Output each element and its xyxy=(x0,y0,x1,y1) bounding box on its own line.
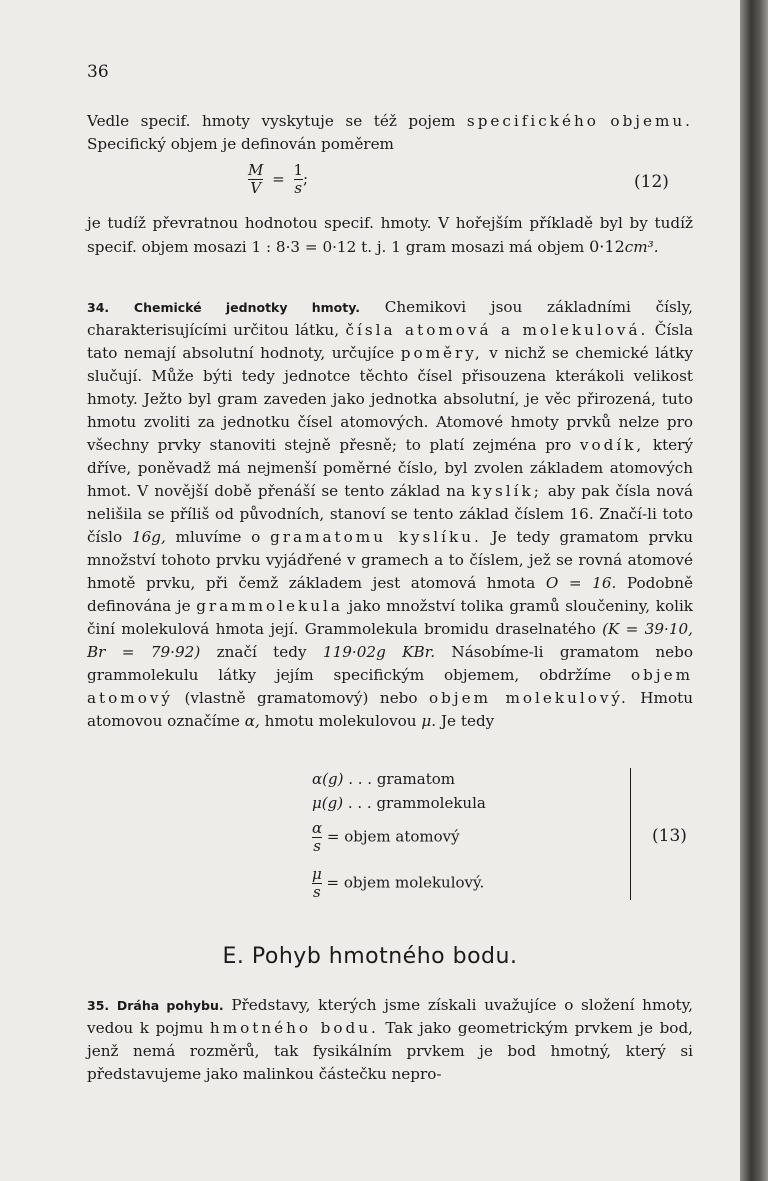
eq13-row-gramatom: α(g) . . . gramatom xyxy=(312,770,455,788)
book-spine-edge xyxy=(740,0,768,1181)
unit: cm³. xyxy=(624,238,659,256)
spaced-term: objem molekulový. xyxy=(429,689,629,707)
equation-number-12: (12) xyxy=(634,172,669,192)
section-title: E. Pohyb hmotného bodu. xyxy=(222,944,518,969)
section-34: 34. Chemické jednotky hmoty. Chemikovi jsou základními čísly, charakterisujícími určitou látku, čísla atomová a molekulová. Čísla tato nemají absolutní hodnoty, určujíce poměry, v nichž se chemické látky slučují. Může býti tedy jednotce těchto čísel přisouzena kterákoli velikost hmoty. Ježto byl gram zaveden jako jednotka absolutní, je věc přirozená, tuto hmotu zvoliti za jednotku čísel atomových. Atomové hmoty prvků nelze pro všechny prvky stanoviti stejně přesně; to platí zejména pro vodík, který dříve, poněvadž má nejmenší poměrné číslo, byl zvolen základem atomových hmot. V novější době přenáší se tento základ na kyslík; aby pak čísla nová nelišila se příliš od původních, stanoví se tento základ číslem 16. Značí-li toto číslo 16g, mluvíme o gramatomu kyslíku. Je tedy gramatom prvku množství tohoto prvku vyjádřené v gramech a to číslem, jež se rovná atomové hmotě prvku, při čemž základem jest atomová hmota O = 16. Podobně definována je grammolekula jako množství tolika gramů sloučeniny, kolik činí molekulová hmota její. Grammolekula bromidu draselnatého (K = 39·10, Br = 79·92) značí tedy 119·02g KBr. Násobíme-li gramatom nebo grammolekulu látky jejím specifickým objemem, obdržíme objem atomový (vlastně gramatomový) nebo objem molekulový. Hmotu atomovou označíme α, hmotu molekulovou μ. Je tedy xyxy=(87,298,694,730)
math-value: 119·02g KBr. xyxy=(322,643,436,661)
section-number: 34. xyxy=(87,300,110,315)
eq13-row-objem-atomovy: $\frac{\alpha}{s}$ = objem atomový xyxy=(312,819,460,855)
spaced-term: vodík, xyxy=(579,436,645,454)
intro-paragraph xyxy=(87,110,693,156)
fraction-m-over-v: $\frac{M}{V}$ xyxy=(248,161,264,197)
fraction-mu-over-s: $\frac{\mu}{s}$ xyxy=(312,865,322,901)
math-symbol: α, xyxy=(244,712,260,730)
math-value: O = 16. xyxy=(545,574,617,592)
fraction-1-over-s: $\frac{1}{s}$ xyxy=(293,161,304,197)
paragraph-text: je tudíž převratnou hodnotou specif. hmoty. V hořejším příkladě byl by tudíž specif. objem mosazi 1 : 8·3 = 0·12 t. j. 1 gram mosazi má objem xyxy=(87,214,693,256)
math-symbol: μ. xyxy=(421,712,437,730)
page-number: 36 xyxy=(87,62,109,82)
section-35: 35. Dráha pohybu. Představy, kterých jsme získali uvažujíce o složení hmoty, vedou k pojmu hmotného bodu. Tak jako geometrickým prvkem je bod, jenž nemá rozměrů, tak fysikálním prvkem je bod hmotný, který si představujeme jako malinkou částečku nepro- xyxy=(87,996,693,1083)
spaced-term: kyslík; xyxy=(471,482,542,500)
intro-text: Specifický objem je definován poměrem xyxy=(87,135,394,153)
math-value: 16g, xyxy=(131,528,166,546)
value: 0·12 xyxy=(589,237,625,256)
eq13-row-grammolekula: μ(g) . . . grammolekula xyxy=(312,794,486,812)
fraction-alpha-over-s: $\frac{\alpha}{s}$ xyxy=(312,819,323,855)
eq13-row-objem-molekulovy: $\frac{\mu}{s}$ = objem molekulový. xyxy=(312,865,485,901)
section-heading: Dráha pohybu. xyxy=(116,998,224,1013)
spaced-term: čísla atomová a molekulová. xyxy=(345,321,649,339)
equation-number-13: (13) xyxy=(652,826,687,846)
math-value: (K = 39·10, Br = 79·92) xyxy=(87,620,693,661)
spaced-term: objem atomový xyxy=(87,666,693,707)
paragraph-after-12 xyxy=(87,212,693,259)
right-brace xyxy=(620,768,631,900)
spaced-term: gramatomu kyslíku. xyxy=(270,528,482,546)
section-heading: Chemické jednotky hmoty. xyxy=(133,300,360,315)
spaced-term: objemu. xyxy=(610,112,693,130)
spaced-term: hmotného bodu. xyxy=(209,1019,379,1037)
intro-text: Vedle specif. hmoty vyskytuje se též pojem xyxy=(87,112,467,130)
spaced-term: grammolekula xyxy=(196,597,343,615)
spaced-term: specifického xyxy=(466,112,599,130)
spaced-term: poměry, xyxy=(400,344,483,362)
section-number: 35. xyxy=(87,998,110,1013)
equation-12: $\frac{M}{V}$ = $\frac{1}{s}$ ; xyxy=(248,161,309,197)
